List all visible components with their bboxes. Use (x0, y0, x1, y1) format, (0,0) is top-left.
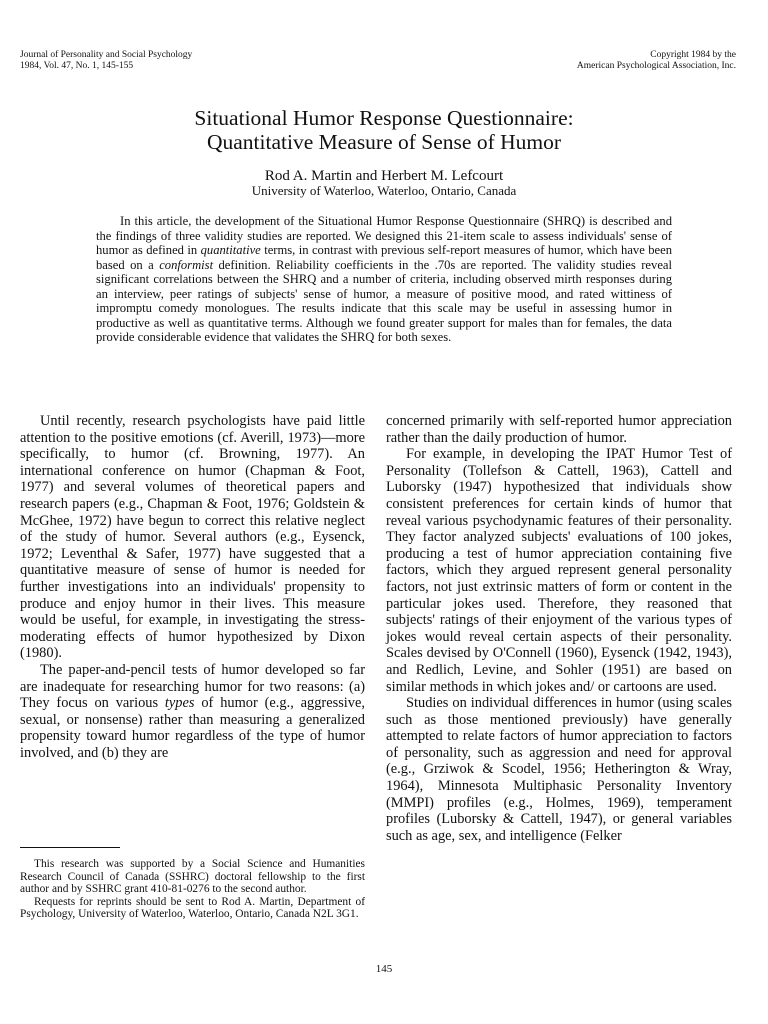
footnote-funding: This research was supported by a Social Science and Humanities Research Council of Canada (SSHRC) doctoral fellowship to the first author and by SSHRC grant 410-81-0276 to the second author. (20, 858, 365, 896)
abstract-emphasis-conformist: conformist (159, 257, 214, 272)
left-paragraph-1: Until recently, research psychologists have paid little attention to the positive emotions (cf. Averill, 1973)—more specifically, to humor (cf. Browning, 1977). An international conference on humor (Chapman & Foot, 1977) and several volumes of theoretical papers and research papers (e.g., Chapman & Foot, 1976; Goldstein & McGhee, 1972) have begun to correct this relative neglect of the study of humor. Several authors (e.g., Eysenck, 1972; Leventhal & Safer, 1977) have suggested that a quantitative measure of sense of humor is needed for further investigations into an individuals' propensity to produce and enjoy humor in their lives. This measure would be useful, for example, in investigating the stress-moderating effects of humor hypothesized by Dixon (1980). (20, 413, 365, 662)
abstract-emphasis-quantitative: quantitative (200, 243, 261, 257)
title-line-2: Quantitative Measure of Sense of Humor (206, 130, 562, 154)
author-affiliation: University of Waterloo, Waterloo, Ontario, Canada (251, 183, 517, 198)
footnote-reprints: Requests for reprints should be sent to Rod A. Martin, Department of Psychology, University of Waterloo, Waterloo, Ontario, Canada N2L 3G1. (20, 895, 365, 921)
left-paragraph-2-text-b: of humor (e.g., aggressive, sexual, or nonsense) rather than measuring a generalized propensity toward humor regardless of the type of humor involved, and (b) they are (20, 695, 365, 761)
abstract-text-2: terms, in contrast with previous self-report measures of humor, which have been based on a (96, 243, 672, 272)
copyright-year: Copyright 1984 by the (650, 50, 736, 60)
journal-name: Journal of Personality and Social Psychology (20, 50, 193, 60)
copyright-holder: American Psychological Association, Inc. (576, 61, 736, 71)
title-line-1: Situational Humor Response Questionnaire: (194, 106, 574, 130)
copyright-notice (577, 50, 736, 72)
left-column (20, 413, 365, 761)
right-paragraph-1: concerned primarily with self-reported humor appreciation rather than the daily production of humor. (386, 413, 732, 446)
abstract-text-1: In this article, the development of the Situational Humor Response Questionnaire (SHRQ) is described and the findings of three validity studies are reported. We designed this 21-item scale to assess individuals' sense of humor as defined in (96, 214, 672, 257)
author-names: Rod A. Martin and Herbert M. Lefcourt (264, 168, 504, 184)
article-title (0, 106, 768, 154)
abstract-paragraph (96, 214, 672, 345)
footnote-divider (20, 847, 120, 848)
right-column (386, 413, 732, 844)
left-paragraph-2-emphasis: types (164, 695, 195, 712)
left-paragraph-2-text-a: The paper-and-pencil tests of humor developed so far are inadequate for researching humor for two reasons: (a) They focus on various (20, 661, 365, 712)
footnotes (20, 858, 365, 921)
right-paragraph-2: For example, in developing the IPAT Humor Test of Personality (Tollefson & Cattell, 1963), Cattell and Luborsky (1947) hypothesized that individuals show consistent preferences for certain kinds of humor that reveal various psychodynamic features of their personality. They factor analyzed subjects' evaluations of 100 jokes, producing a test of humor appreciation containing five factors, which they argued represent general personality factors, not just extrinsic matters of form or content in the particular jokes used. Therefore, they reasoned that subjects' ratings of their enjoyment of the various types of jokes would reveal certain aspects of their personality. Scales devised by O'Connell (1960), Eysenck (1942, 1943), and Redlich, Levine, and Sohler (1951) are based on similar methods in which jokes and/ or cartoons are used. (386, 446, 732, 695)
abstract-text-3: definition. Reliability coefficients in the .70s are reported. The validity studies reveal significant correlations between the SHRQ and a number of criteria, including observed mirth responses during an interview, peer ratings of subjects' sense of humor, a measure of positive mood, and rated wittiness of impromptu comedy monologues. The results indicate that this scale may be useful in assessing humor in productive as well as quantitative terms. Although we found greater support for males than for females, the data provide considerable evidence that validates the SHRQ for both sexes. (96, 257, 672, 344)
page-number: 145 (375, 963, 393, 975)
left-paragraph-2 (20, 662, 365, 762)
journal-citation (20, 50, 192, 72)
right-paragraph-3: Studies on individual differences in humor (using scales such as those mentioned previously) have generally attempted to relate factors of humor appreciation to factors of personality, such as aggression and need for approval (e.g., Grziwok & Scodel, 1956; Hetherington & Wray, 1964), Minnesota Multiphasic Personality Inventory (MMPI) profiles (e.g., Holmes, 1969), temperament profiles (Luborsky & Cattell, 1947), or general variables such as age, sex, and intelligence (Felker (386, 695, 732, 844)
journal-volume: 1984, Vol. 47, No. 1, 145-155 (20, 61, 134, 71)
abstract (96, 214, 672, 345)
